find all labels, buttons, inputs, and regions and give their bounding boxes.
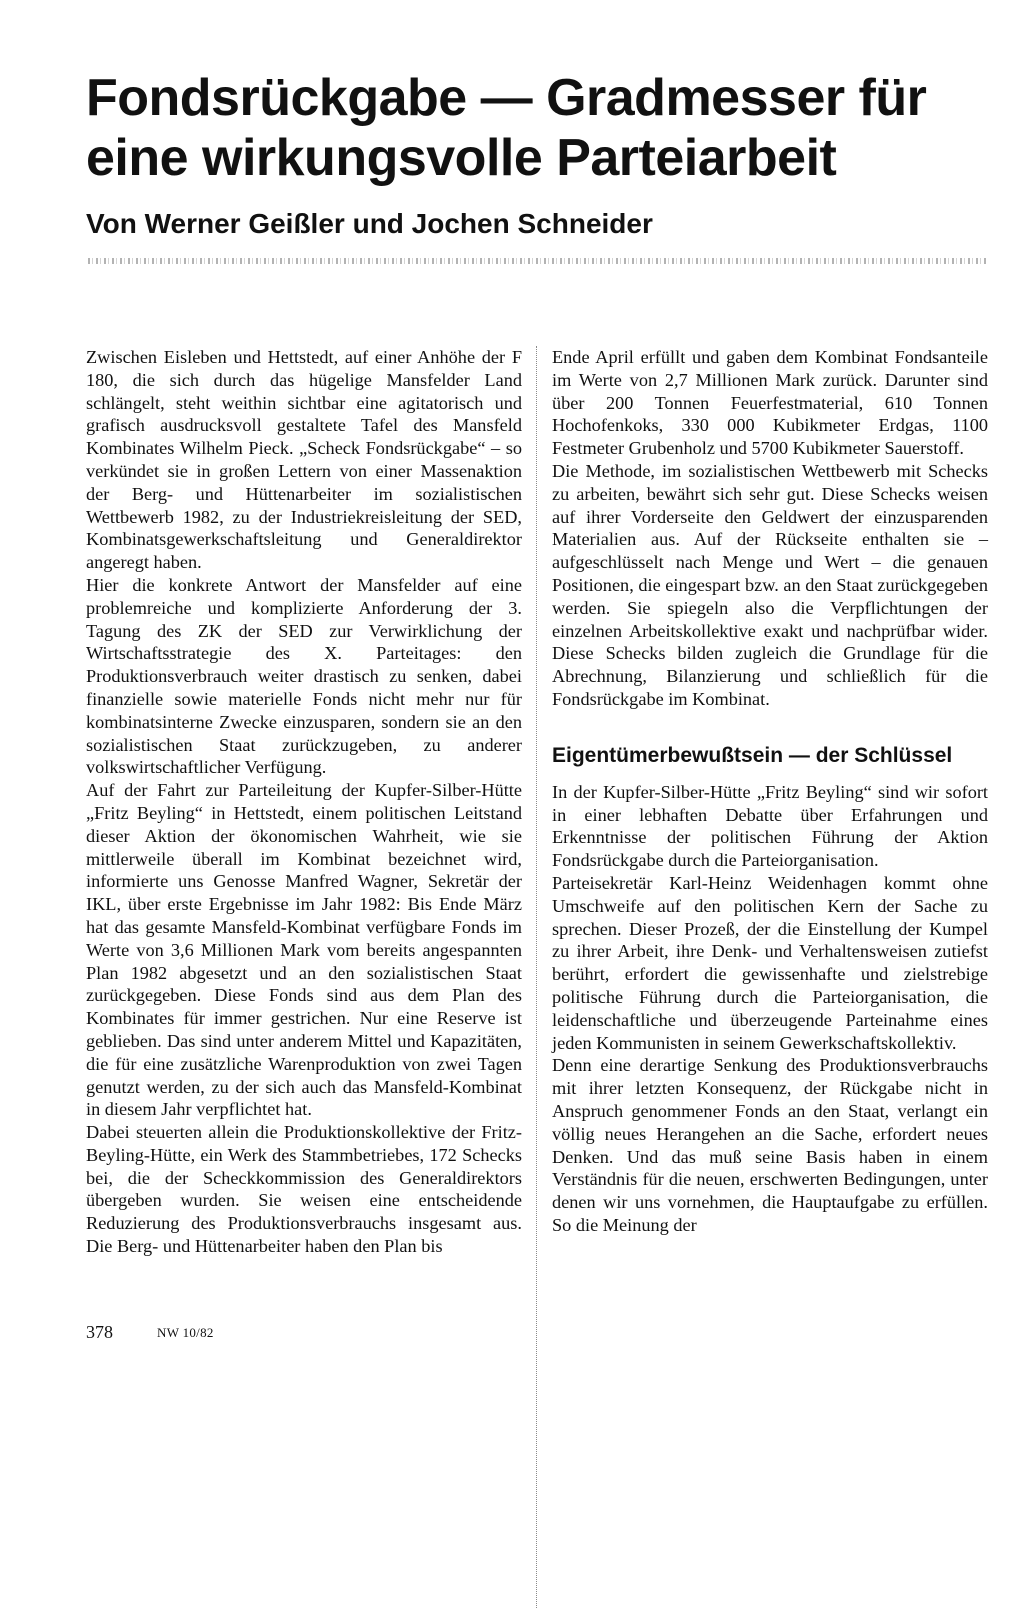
- right-column: [552, 346, 988, 1237]
- page-number: 378: [86, 1322, 113, 1342]
- article-byline: Von Werner Geißler und Jochen Schneider: [86, 208, 653, 239]
- body-paragraph: Die Methode, im sozialistischen Wettbewerb mit Schecks zu arbeiten, bewährt sich sehr gut. Diese Schecks weisen auf ihrer Vorderseite den Geldwert der einzusparenden Materialien aus. Auf der Rückseite enthalten sie – aufgeschlüsselt nach Menge und Wert – die genauen Positionen, die eingespart bzw. an den Staat zurückgegeben werden. Sie spiegeln also die Verpflichtungen der einzelnen Arbeitskollektive exakt und nachprüfbar wider. Diese Schecks bilden zugleich die Grundlage für die Abrechnung, Bilanzierung und schließlich für die Fondsrückgabe im Kombinat.: [552, 460, 988, 709]
- body-paragraph: Zwischen Eisleben und Hettstedt, auf einer Anhöhe der F 180, die sich durch das hügelige Mansfelder Land schlängelt, steht weithin sichtbar eine agitatorisch und grafisch ausdrucksvoll gestaltete Tafel des Mansfeld Kombinates Wilhelm Pieck. „Scheck Fondsrückgabe“ – so verkündet sie in großen Lettern von einer Massenaktion der Berg- und Hüttenarbeiter im sozialistischen Wettbewerb 1982, zu der Industriekreisleitung der SED, Kombinatsgewerkschaftsleitung und Generaldirektor angeregt haben.: [86, 347, 522, 573]
- body-paragraph: Parteisekretär Karl-Heinz Weidenhagen kommt ohne Umschweife auf den politischen Kern der Sache zu sprechen. Dieser Prozeß, der die Einstellung der Kumpel zu ihrer Arbeit, ihre Denk- und Verhaltensweisen zutiefst berührt, erfordert die gewissenhafte und zielstrebige politische Führung durch die Parteiorganisation, die leidenschaftliche und überzeugende Parteinahme eines jeden Kommunisten in seinem Gewerkschaftskollektiv.: [552, 872, 988, 1053]
- article-title: [86, 68, 986, 188]
- body-paragraph: Dabei steuerten allein die Produktionskollektive der Fritz-Beyling-Hütte, ein Werk des Stammbetriebes, 172 Schecks bei, die der Scheckkommission des Generaldirektors übergeben wurden. Sie weisen eine entscheidende Reduzierung des Produktionsverbrauchs insgesamt aus. Die Berg- und Hüttenarbeiter haben den Plan bis: [86, 1122, 522, 1257]
- journal-reference: NW 10/82: [157, 1325, 214, 1340]
- body-paragraph: Ende April erfüllt und gaben dem Kombinat Fondsanteile im Werte von 2,7 Millionen Mark zurück. Darunter sind über 200 Tonnen Feuerfestmaterial, 610 Tonnen Hochofenkoks, 330 000 Kubikmeter Erdgas, 1100 Festmeter Grubenholz und 5700 Kubikmeter Sauerstoff.: [552, 347, 988, 459]
- column-divider: [536, 346, 538, 1608]
- section-subheading: Eigentümerbewußtsein — der Schlüssel: [552, 743, 953, 767]
- title-line-2: eine wirkungsvolle Parteiarbeit: [86, 129, 837, 187]
- page-footer: [86, 1318, 486, 1348]
- body-paragraph: Denn eine derartige Senkung des Produktionsverbrauchs mit ihrer letzten Konsequenz, der Rückgabe nicht in Anspruch genommener Fonds an den Staat, verlangt ein völlig neues Herangehen an die Sache, erfordert neues Denken. Und das muß seine Basis haben in einem Verständnis für die neuen, erschwerten Bedingungen, unter denen wir uns vornehmen, die Hauptaufgabe zu erfüllen. So die Meinung der: [552, 1055, 988, 1235]
- body-paragraph: Auf der Fahrt zur Parteileitung der Kupfer-Silber-Hütte „Fritz Beyling“ in Hettstedt, einem politischen Leitstand dieser Aktion der ökonomischen Wahrheit, wie sie mittlerweile überall im Kombinat bezeichnet wird, informierte uns Genosse Manfred Wagner, Sekretär der IKL, über erste Ergebnisse im Jahr 1982: Bis Ende März hat das gesamte Mansfeld-Kombinat verfügbare Fonds im Werte von 3,6 Millionen Mark vom bereits angespannten Plan 1982 abgesetzt und an den sozialistischen Staat zurückgegeben. Diese Fonds sind aus dem Plan des Kombinates für immer gestrichen. Nur eine Reserve ist geblieben. Das sind unter anderem Mittel und Kapazitäten, die für eine zusätzliche Warenproduktion von zwei Tagen genutzt werden, zu der sich auch das Mansfeld-Kombinat in diesem Jahr verpflichtet hat.: [86, 780, 522, 1120]
- body-paragraph: Hier die konkrete Antwort der Mansfelder auf eine problemreiche und komplizierte Anforderung der 3. Tagung des ZK der SED zur Verwirklichung der Wirtschaftsstrategie des X. Parteitages: den Produktionsverbrauch weiter drastisch zu senken, dabei finanzielle sowie materielle Fonds nicht mehr nur für kombinatsinterne Zwecke einzusparen, sondern sie an den sozialistischen Staat zurückzugeben, zu anderer volkswirtschaftlicher Verfügung.: [86, 574, 522, 778]
- body-paragraph: In der Kupfer-Silber-Hütte „Fritz Beyling“ sind wir sofort in einer lebhaften Debatte über Erfahrungen und Erkenntnisse der politischen Führung der Aktion Fondsrückgabe durch die Parteiorganisation.: [552, 781, 988, 871]
- left-column: [86, 346, 522, 1258]
- title-separator-rule: [88, 258, 988, 264]
- title-line-1: Fondsrückgabe — Gradmesser für: [86, 69, 927, 127]
